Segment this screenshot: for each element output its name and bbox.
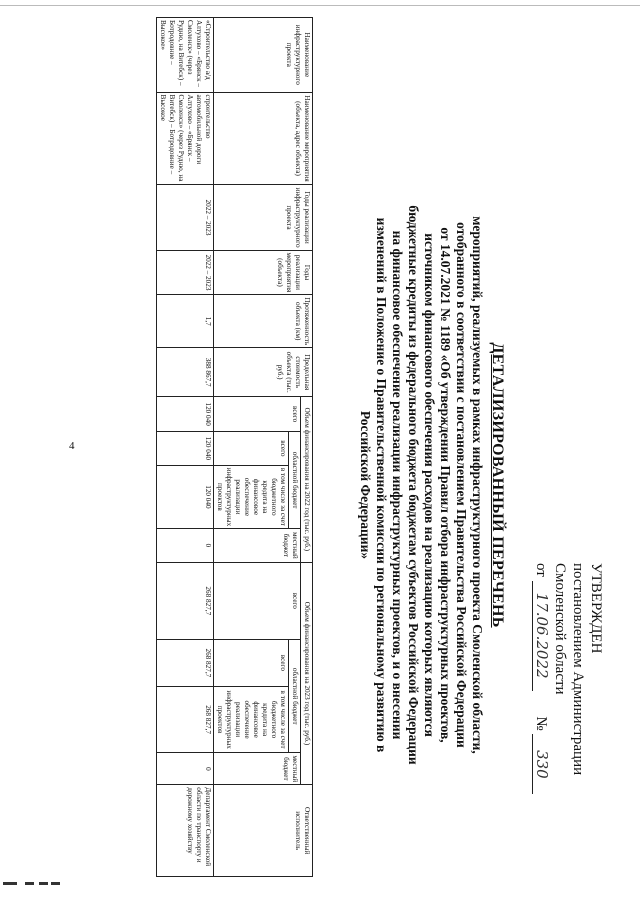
col-2022-local: местный бюджет — [214, 529, 301, 562]
col-max-cost: Предельная стоимость объекта (тыс. руб.) — [214, 348, 313, 397]
cell-length: 1,7 — [157, 295, 214, 348]
cell-measure: строительство автомобильной дороги Алтухово – «Брянск – Смоленск» (через Рудню, на Витебск) – Ботродовние – Высокое — [157, 92, 214, 185]
col-project-name: Наименование инфраструктурного проекта — [214, 18, 313, 93]
cell-max-cost: 388 867,7 — [157, 348, 214, 397]
cell-2023-regional-total: 268 827,7 — [157, 640, 214, 687]
scan-footer-marks — [3, 880, 63, 888]
title-line: на финансовое обеспечение реализации инфраструктурных проектов, и о внесении — [390, 230, 405, 740]
col-2023-credit: в том числе за счет бюджетного кредита на финансовое обеспечение реализации инфраструктурных проектов — [214, 686, 289, 753]
cell-2023-local: 0 — [157, 753, 214, 785]
col-length: Протяженность объекта (км) — [214, 295, 313, 348]
approval-date-line — [532, 563, 551, 863]
col-2022-total: всего — [214, 397, 301, 432]
approval-title: УТВЕРЖДЕН — [588, 563, 604, 654]
table-row — [157, 18, 214, 877]
col-2023-regional-total: всего — [214, 640, 289, 687]
col-2023-regional: областной бюджет — [289, 640, 301, 753]
col-measure-years: Годы реализации мероприятия (объекта) — [214, 250, 313, 295]
title-line: изменений в Положение о Правительственной комиссии по региональному развитию в — [374, 217, 389, 753]
cell-2022-total: 120 040 — [157, 397, 214, 432]
approval-line-1: постановлением Администрации — [570, 563, 586, 776]
date-value: 17.06.2022 — [532, 581, 551, 691]
rotated-document — [55, 5, 615, 885]
col-project-years: Годы реализации инфраструктурного проекта — [214, 185, 313, 250]
title-line: от 14.07.2021 № 1189 «Об утверждении Правил отбора инфраструктурных проектов, — [438, 227, 453, 743]
col-2022-regional: областной бюджет — [289, 432, 301, 529]
title-line: отобранного в соответствии с постановлением Правительства Российской Федерации — [454, 222, 469, 748]
date-prefix: от — [533, 563, 549, 577]
number-prefix: № — [533, 716, 549, 731]
col-2023-local: местный бюджет — [214, 753, 301, 785]
col-2022-regional-total: всего — [214, 432, 289, 466]
title-line: Российской Федерации» — [358, 410, 373, 560]
cell-2022-local: 0 — [157, 529, 214, 562]
col-2023-total: всего — [214, 562, 301, 639]
document-title — [357, 155, 505, 815]
approval-stamp — [532, 563, 605, 863]
title-line: мероприятий, реализуемых в рамках инфраструктурного проекта Смоленской области, — [470, 216, 485, 754]
col-financing-2023: Объем финансирования на 2023 год (тыс. руб.) — [301, 562, 313, 785]
cell-2023-credit: 268 827,7 — [157, 686, 214, 753]
cell-2022-regional-total: 120 040 — [157, 432, 214, 466]
projects-table — [156, 17, 313, 877]
approval-line-2: Смоленской области — [552, 563, 568, 695]
page-number: 4 — [69, 440, 75, 452]
col-2022-credit: в том числе за счет бюджетного кредита на финансовое обеспечение реализации инфраструктурных проектов — [214, 465, 289, 529]
cell-project-years: 2022 – 2023 — [157, 185, 214, 250]
col-responsible: Ответственный исполнитель — [214, 785, 313, 877]
header-row — [301, 18, 313, 877]
cell-responsible: Департамент Смоленской области по транспорту и дорожному хозяйству — [157, 785, 214, 877]
col-measure-name: Наименование мероприятия (объекта, адрес объекта) — [214, 92, 313, 185]
title-line: бюджетные кредиты из федерального бюджета бюджетам субъектов Российской Федерации — [406, 205, 421, 765]
cell-2022-credit: 120 040 — [157, 465, 214, 529]
number-value: 330 — [532, 734, 551, 794]
col-financing-2022: Объем финансирования на 2022 год (тыс. руб.) — [301, 397, 313, 562]
title-line: источником финансового обеспечения расходов на реализацию которых являются — [422, 233, 437, 737]
cell-2023-total: 268 827,7 — [157, 562, 214, 639]
cell-project: «Строительство а/д Алтухово – «Брянск – Смоленск» (через Рудню, на Витебск) – Ботродовние – Высокое» — [157, 18, 214, 93]
cell-measure-years: 2022 – 2023 — [157, 250, 214, 295]
title-heading: ДЕТАЛИЗИРОВАННЫЙ ПЕРЕЧЕНЬ — [489, 342, 506, 628]
